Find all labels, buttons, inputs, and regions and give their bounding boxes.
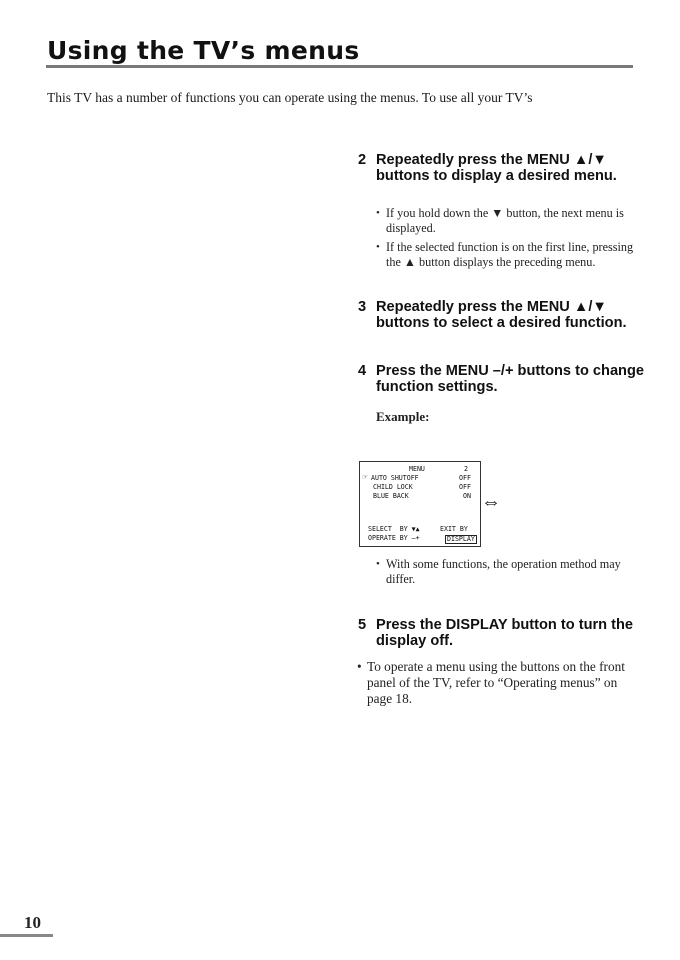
title-underline [46,65,633,68]
step-text: Repeatedly press the MENU ▲/▼ buttons to display a desired menu. [376,152,617,184]
page-title: Using the TV’s menus [47,36,360,65]
bullet-glyph: • [376,558,380,570]
page-number-bar [0,934,53,937]
step-text: Press the MENU –/+ buttons to change function settings. [376,363,645,395]
osd-row-value: OFF [459,483,471,491]
osd-row-value: OFF [459,474,471,482]
note-text: To operate a menu using the buttons on the front panel of the TV, refer to “Operating menus” on page 18. [367,659,625,706]
bullet-text: If you hold down the ▼ button, the next menu is displayed. [386,206,624,235]
step-number: 5 [358,617,367,633]
osd-header: MENU [409,465,425,473]
bullet-glyph: • [376,207,380,219]
step-4 [358,363,648,395]
step-3 [358,299,648,331]
pointing-hand-icon: ☞ [362,473,368,481]
osd-row-value: ON [463,492,471,500]
step-2-bullet-1 [376,206,638,236]
example-label: Example: [376,409,430,424]
step-number: 2 [358,152,367,168]
step-4-bullet-1 [376,557,638,587]
osd-select-hint: SELECT BY ▼▲ [368,525,420,533]
intro-paragraph: This TV has a number of functions you can operate using the menus. To use all your TV’s [47,90,533,105]
double-arrow-icon: ⇔ [481,491,501,513]
bullet-glyph: • [376,241,380,253]
step-number: 3 [358,299,367,315]
step-number: 4 [358,363,367,379]
step-text: Repeatedly press the MENU ▲/▼ buttons to select a desired function. [376,299,627,331]
osd-row-label: BLUE BACK [373,492,409,500]
bullet-text: If the selected function is on the first line, pressing the ▲ button displays the preceding menu. [386,240,634,269]
step-5 [358,617,648,649]
step-2-bullet-2 [376,240,638,270]
page-number: 10 [24,913,41,932]
osd-page-number: 2 [464,465,468,473]
bullet-text: With some functions, the operation method may differ. [386,557,621,586]
osd-display-key: DISPLAY [447,535,475,543]
osd-exit-hint: EXIT BY [440,525,468,533]
bullet-glyph: • [357,659,362,674]
front-panel-note [357,659,637,707]
step-2 [358,152,648,184]
osd-operate-hint: OPERATE BY –+ [368,534,420,542]
step-text: Press the DISPLAY button to turn the display off. [376,617,634,649]
osd-row-label: CHILD LOCK [373,483,413,491]
osd-menu-illustration [359,461,481,547]
osd-row-label: AUTO SHUTOFF [371,474,419,482]
